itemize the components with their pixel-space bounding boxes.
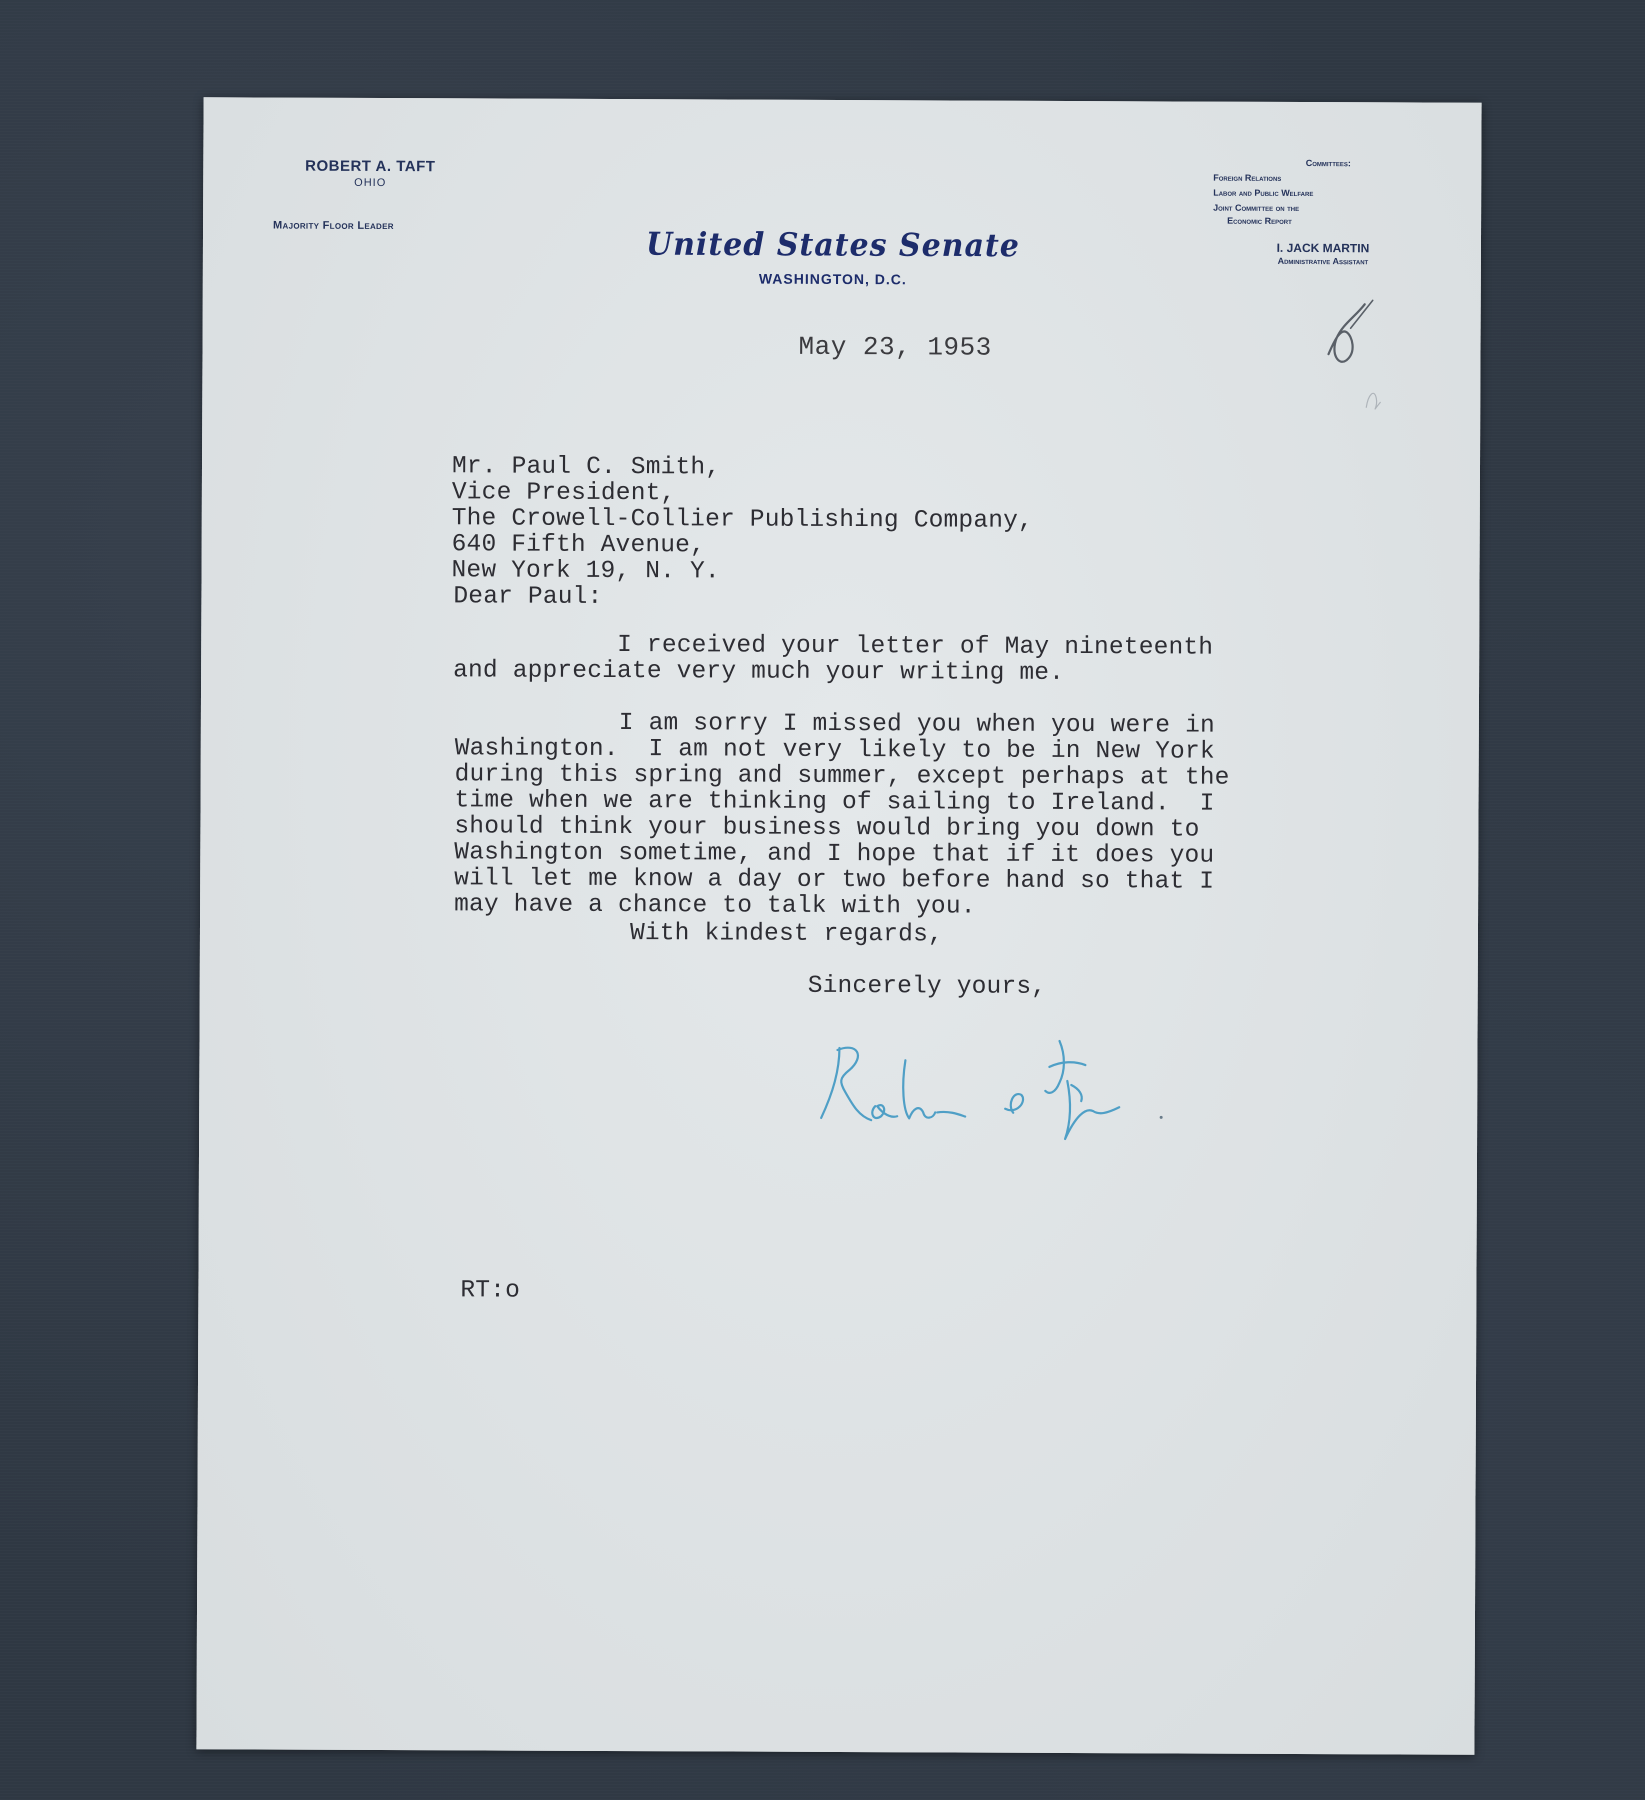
sender-name: ROBERT A. TAFT xyxy=(305,157,436,176)
committees-block xyxy=(1213,156,1413,268)
body-line: and appreciate very much your writing me. xyxy=(453,657,1065,687)
masthead-city: WASHINGTON, D.C. xyxy=(758,270,907,288)
recipient-address xyxy=(451,454,1033,587)
body-line: during this spring and summer, except perhaps at the xyxy=(454,761,1230,792)
committee-item: Foreign Relations xyxy=(1213,172,1282,183)
committee-item: Economic Report xyxy=(1227,215,1292,226)
assistant-title: Administrative Assistant xyxy=(1277,255,1369,267)
recipient-line: Mr. Paul C. Smith, xyxy=(451,453,721,482)
sign-off: Sincerely yours, xyxy=(807,972,1047,1001)
committees-heading: Committees: xyxy=(1305,158,1351,169)
body-line: Washington sometime, and I hope that if it does you xyxy=(454,839,1215,870)
typist-initials: RT:o xyxy=(460,1277,521,1305)
recipient-line: Vice President, xyxy=(451,479,676,508)
letter-date: May 23, 1953 xyxy=(798,331,992,363)
sender-state: OHIO xyxy=(354,176,387,190)
body-line: may have a chance to talk with you. xyxy=(454,891,976,921)
closing: With kindest regards, xyxy=(629,920,943,949)
letter-page xyxy=(196,97,1481,1755)
recipient-line: The Crowell-Collier Publishing Company, xyxy=(451,505,1034,535)
body-line: Washington. I am not very likely to be in New York xyxy=(454,735,1215,766)
body-line: I am sorry I missed you when you were in xyxy=(454,709,1215,740)
assistant-name: I. JACK MARTIN xyxy=(1276,240,1370,256)
body-paragraph-1 xyxy=(453,632,1213,687)
recipient-line: New York 19, N. Y. xyxy=(451,557,720,586)
body-line: I received your letter of May nineteenth xyxy=(453,631,1214,662)
handwritten-mark-icon xyxy=(1294,262,1405,422)
body-paragraph-2 xyxy=(454,710,1230,921)
sender-block xyxy=(265,157,475,189)
signature xyxy=(809,1020,1170,1152)
masthead-title: United States Senate xyxy=(645,226,1021,265)
body-line: will let me know a day or two before hand so that I xyxy=(454,865,1215,896)
body-line: should think your business would bring you down to xyxy=(454,813,1200,844)
salutation: Dear Paul: xyxy=(453,583,603,611)
committee-item: Joint Committee on the xyxy=(1213,202,1300,214)
recipient-line: 640 Fifth Avenue, xyxy=(451,531,706,560)
sender-title: Majority Floor Leader xyxy=(273,219,394,233)
body-line: time when we are thinking of sailing to Ireland. I xyxy=(454,787,1215,818)
committee-item: Labor and Public Welfare xyxy=(1213,187,1314,199)
masthead xyxy=(623,227,1043,288)
